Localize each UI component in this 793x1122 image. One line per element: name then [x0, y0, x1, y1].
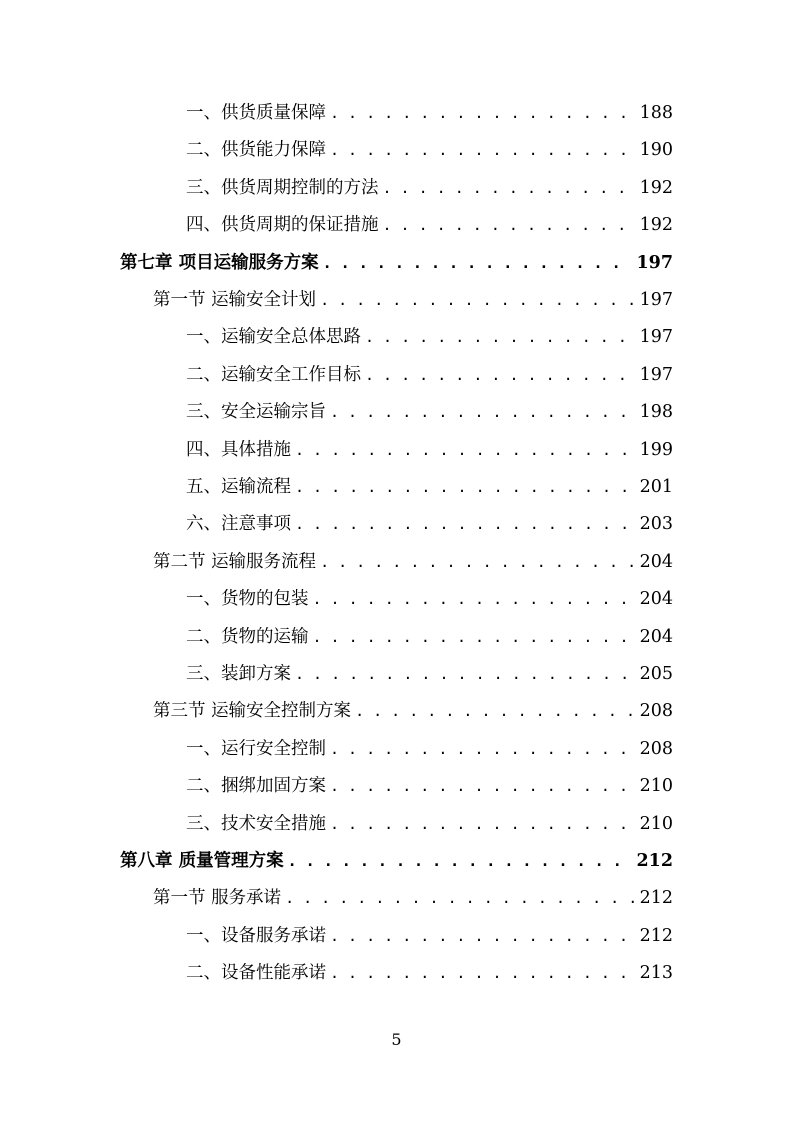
toc-entry-page: 212 [639, 925, 673, 946]
toc-chapter-entry[interactable] [0, 250, 673, 276]
toc-entry-title: 第二节 运输服务流程 [153, 551, 317, 572]
dot-leader [320, 287, 634, 313]
toc-entry-page: 208 [639, 738, 673, 759]
toc-subsection-entry[interactable] [0, 736, 673, 762]
toc-entry-title: 第一节 运输安全计划 [153, 290, 317, 310]
toc-subsection-entry[interactable] [0, 100, 673, 126]
toc-entry-page: 203 [639, 514, 673, 535]
toc-subsection-entry[interactable] [0, 960, 673, 986]
dot-leader [295, 474, 634, 500]
dot-leader [330, 960, 634, 986]
toc-entry-page: 204 [639, 626, 673, 647]
toc-entry-page: 198 [639, 402, 673, 423]
toc-entry-title: 三、安全运输宗旨 [186, 402, 326, 423]
toc-entry-page: 204 [639, 589, 673, 610]
toc-subsection-entry[interactable] [0, 811, 673, 837]
toc-entry-title: 四、具体措施 [186, 439, 291, 460]
toc-entry-page: 192 [639, 177, 673, 198]
toc-entry-title: 一、设备服务承诺 [186, 925, 326, 946]
dot-leader [355, 698, 634, 724]
toc-entry-page: 188 [639, 103, 673, 123]
dot-leader [365, 324, 634, 350]
dot-leader [383, 175, 634, 201]
dot-leader [288, 848, 631, 874]
toc-subsection-entry[interactable] [0, 586, 673, 612]
toc-section-entry[interactable] [0, 549, 673, 575]
toc-subsection-entry[interactable] [0, 624, 673, 650]
dot-leader [330, 923, 634, 949]
toc-entry-page: 212 [636, 851, 673, 871]
dot-leader [365, 362, 634, 388]
dot-leader [285, 885, 634, 911]
toc-entry-title: 第三节 运输安全控制方案 [153, 701, 352, 722]
toc-entry-title: 一、供货质量保障 [186, 103, 326, 123]
toc-subsection-entry[interactable] [0, 175, 673, 201]
toc-entry-title: 二、供货能力保障 [186, 140, 326, 161]
toc-entry-title: 二、货物的运输 [186, 626, 309, 647]
toc-entry-page: 190 [639, 140, 673, 161]
toc-entry-page: 197 [636, 252, 673, 273]
toc-entry-title: 一、货物的包装 [186, 589, 309, 610]
dot-leader [295, 437, 634, 463]
dot-leader [313, 586, 634, 612]
toc-entry-title: 一、运输安全总体思路 [186, 327, 361, 348]
toc-entry-title: 第八章 质量管理方案 [120, 851, 284, 871]
toc-entry-page: 204 [639, 551, 673, 572]
toc-entry-page: 210 [639, 813, 673, 834]
toc-entry-title: 第七章 项目运输服务方案 [120, 252, 319, 273]
dot-leader [330, 100, 634, 126]
toc-entry-title: 第一节 服务承诺 [153, 888, 282, 909]
toc-subsection-entry[interactable] [0, 362, 673, 388]
toc-entry-title: 二、设备性能承诺 [186, 963, 326, 984]
toc-subsection-entry[interactable] [0, 437, 673, 463]
toc-entry-page: 197 [639, 290, 673, 310]
toc-chapter-entry[interactable] [0, 848, 673, 874]
dot-leader [295, 511, 634, 537]
dot-leader [295, 661, 634, 687]
toc-entry-title: 五、运输流程 [186, 477, 291, 497]
dot-leader [383, 212, 634, 238]
toc-subsection-entry[interactable] [0, 137, 673, 163]
dot-leader [330, 773, 634, 799]
toc-subsection-entry[interactable] [0, 773, 673, 799]
toc-entry-title: 二、捆绑加固方案 [186, 776, 326, 797]
toc-section-entry[interactable] [0, 698, 673, 724]
dot-leader [313, 624, 634, 650]
toc-entry-page: 213 [639, 963, 673, 984]
toc-entry-page: 205 [639, 664, 673, 684]
dot-leader [323, 250, 631, 276]
toc-entry-page: 197 [639, 327, 673, 348]
toc-entry-page: 199 [639, 439, 673, 460]
toc-entry-page: 197 [639, 364, 673, 385]
toc-entry-page: 208 [639, 701, 673, 722]
toc-entry-page: 210 [639, 776, 673, 797]
toc-entry-title: 三、供货周期控制的方法 [186, 177, 379, 198]
toc-subsection-entry[interactable] [0, 923, 673, 949]
toc-entry-page: 212 [639, 888, 673, 909]
dot-leader [320, 549, 634, 575]
page-number: 5 [391, 1030, 402, 1049]
toc-section-entry[interactable] [0, 885, 673, 911]
dot-leader [330, 811, 634, 837]
dot-leader [330, 137, 634, 163]
dot-leader [330, 736, 634, 762]
toc-subsection-entry[interactable] [0, 511, 673, 537]
toc-entry-page: 192 [639, 215, 673, 236]
toc-entry-title: 四、供货周期的保证措施 [186, 215, 379, 236]
toc-subsection-entry[interactable] [0, 212, 673, 238]
toc-entry-title: 六、注意事项 [186, 514, 291, 535]
toc-entry-title: 三、技术安全措施 [186, 813, 326, 834]
toc-subsection-entry[interactable] [0, 399, 673, 425]
toc-subsection-entry[interactable] [0, 324, 673, 350]
toc-subsection-entry[interactable] [0, 474, 673, 500]
toc-entry-page: 201 [639, 477, 673, 497]
toc-entry-title: 三、装卸方案 [186, 664, 291, 684]
dot-leader [330, 399, 634, 425]
toc-entry-title: 一、运行安全控制 [186, 738, 326, 759]
toc-entry-title: 二、运输安全工作目标 [186, 364, 361, 385]
toc-section-entry[interactable] [0, 287, 673, 313]
toc-subsection-entry[interactable] [0, 661, 673, 687]
